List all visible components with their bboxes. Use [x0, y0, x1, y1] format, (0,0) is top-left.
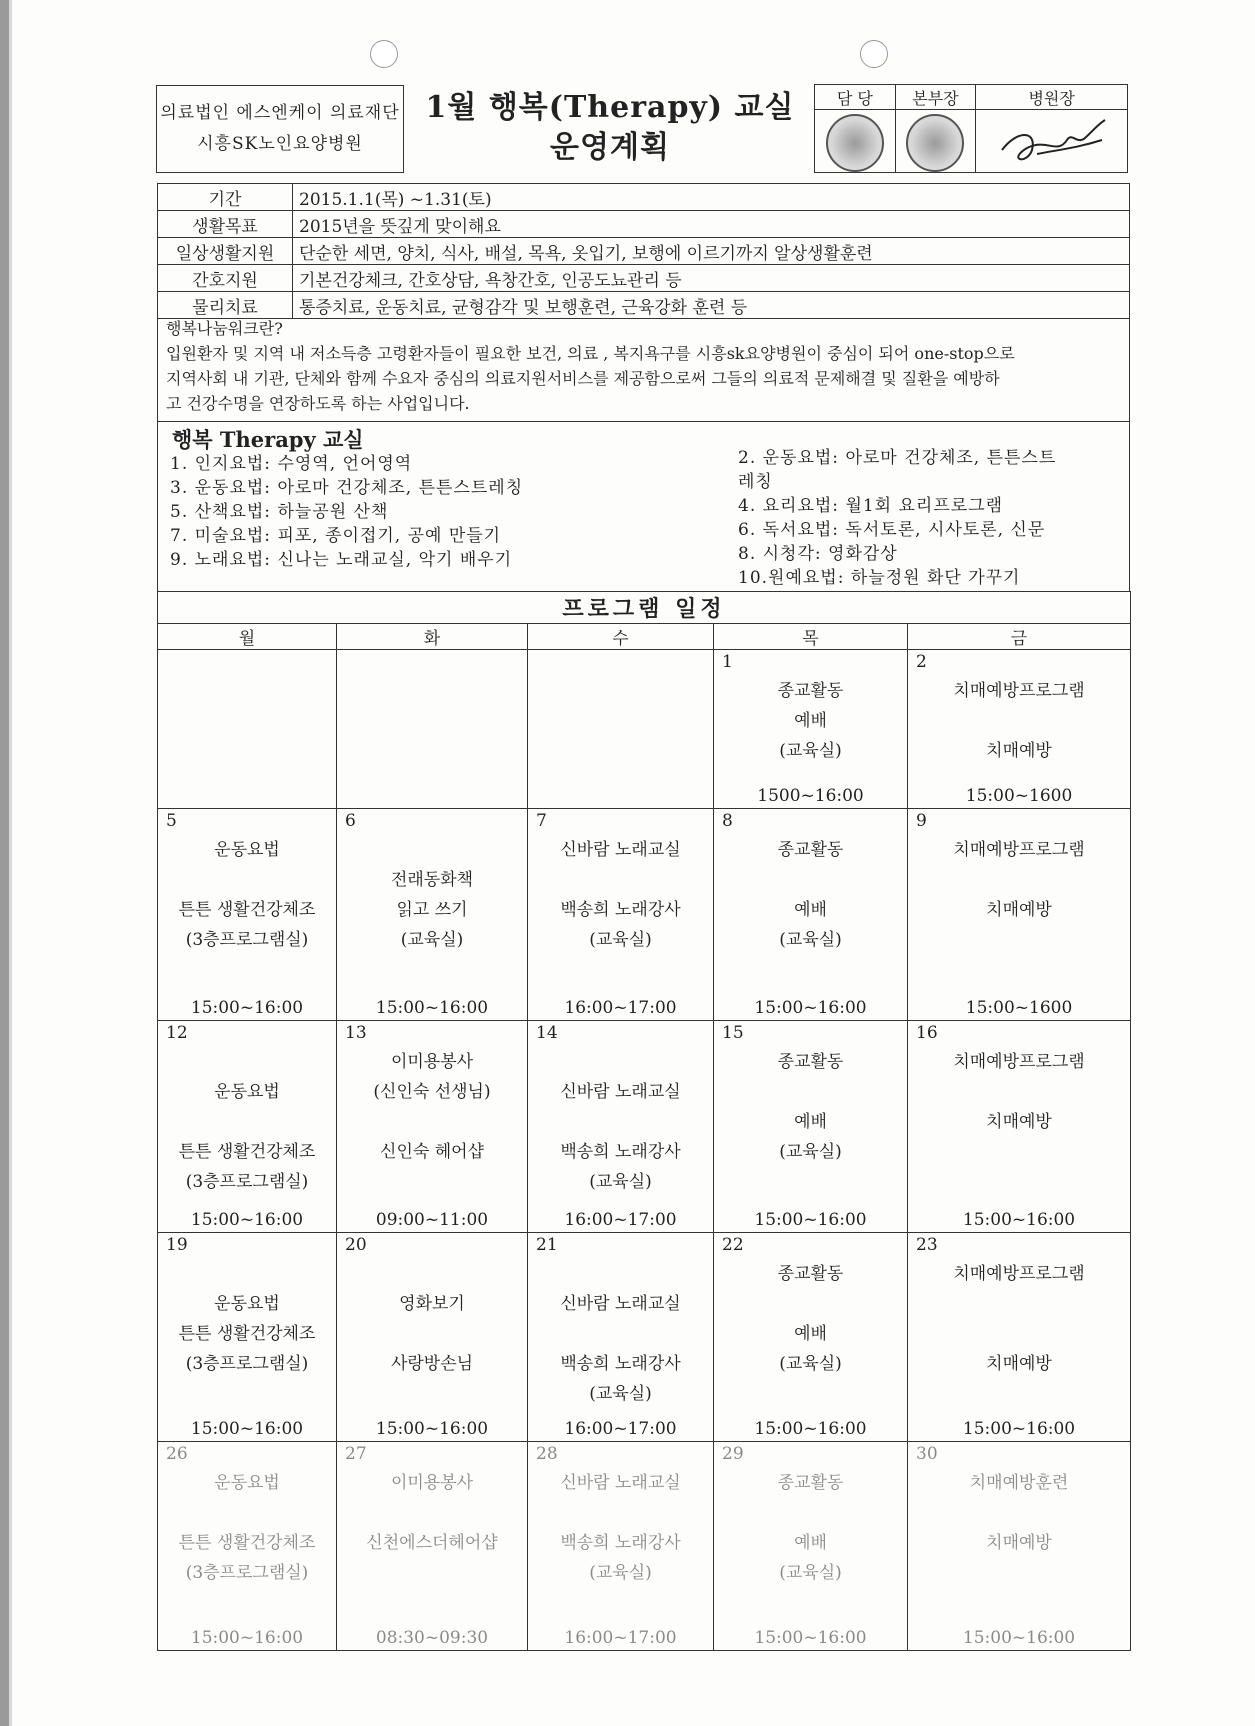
- description-line: 고 건강수명을 연장하도록 하는 사업입니다.: [166, 394, 470, 413]
- activity-time: 15:00~16:00: [190, 1210, 304, 1230]
- schedule-cell-content: [337, 809, 527, 1020]
- schedule-cell-content: [714, 1233, 907, 1441]
- activity-lines: [158, 809, 336, 955]
- schedule-cell: [714, 1442, 908, 1651]
- punch-hole-left: [370, 40, 398, 68]
- activity-lines: [337, 809, 527, 955]
- activity-line: [528, 865, 713, 895]
- date-number: 22: [722, 1235, 744, 1255]
- activity-line: [158, 1107, 336, 1137]
- therapy-item: 7. 미술요법: 피포, 종이접기, 공예 만들기: [170, 526, 502, 546]
- therapy-item: 4. 요리요법: 월1회 요리프로그램: [738, 496, 1004, 516]
- activity-time: 15:00~16:00: [754, 1210, 867, 1230]
- date-number: 14: [536, 1023, 558, 1043]
- description-line: 입원환자 및 지역 내 저소득층 고령환자들이 필요한 보건, 의료 , 복지욕구를 시흥sk요양병원이 중심이 되어 one-stop으로: [166, 344, 1015, 363]
- activity-line: 종교활동: [777, 840, 844, 860]
- approval-cell-manager: [815, 110, 896, 173]
- activity-line: 치매예방: [986, 1533, 1052, 1553]
- date-number: 20: [345, 1235, 367, 1255]
- schedule-cell: [528, 809, 714, 1021]
- activity-line: [528, 1047, 713, 1077]
- activity-line: 신바람 노래교실: [560, 1294, 681, 1314]
- info-value: 기본건강체크, 간호상담, 욕창간호, 인공도뇨관리 등: [293, 265, 1130, 292]
- activity-line: 치매예방프로그램: [953, 1052, 1085, 1072]
- date-number: 1: [722, 652, 733, 672]
- schedule-cell-content: [337, 650, 527, 808]
- activity-time: 15:00~16:00: [190, 1419, 304, 1439]
- schedule-cell-content: [714, 1442, 907, 1650]
- signature-icon: [997, 110, 1107, 168]
- approval-header-manager: 담 당: [815, 85, 896, 110]
- activity-time: 15:00~16:00: [754, 998, 867, 1018]
- date-number: 28: [536, 1444, 558, 1464]
- activity-lines: [908, 1442, 1130, 1558]
- activity-line: [337, 835, 527, 865]
- schedule-cell-content: [908, 809, 1130, 1020]
- activity-line: 예배: [794, 1533, 827, 1553]
- schedule-cell: [158, 1442, 337, 1651]
- date-number: 27: [345, 1444, 367, 1464]
- info-label: 간호지원: [158, 265, 293, 292]
- schedule-cell-content: [158, 1442, 336, 1650]
- therapy-list-left: [170, 452, 720, 572]
- activity-line: (3층프로그램실): [185, 1172, 309, 1192]
- activity-line: (교육실): [779, 1142, 842, 1162]
- schedule-cell-content: [908, 1021, 1130, 1232]
- schedule-cell: [714, 1021, 908, 1233]
- scan-edge: [0, 0, 9, 1726]
- activity-line: 운동요법: [214, 840, 280, 860]
- activity-line: 사랑방손님: [390, 1354, 474, 1374]
- schedule-cell: [714, 809, 908, 1021]
- program-schedule-table: [157, 591, 1131, 1651]
- org-line-2: 시흥SK노인요양병원: [197, 134, 363, 154]
- schedule-cell: [158, 1233, 337, 1442]
- activity-time: 15:00~16:00: [190, 998, 304, 1018]
- activity-line: [908, 706, 1130, 736]
- activity-line: (교육실): [589, 1384, 652, 1404]
- activity-lines: [528, 1233, 713, 1409]
- activity-line: 신인숙 헤어샵: [380, 1142, 484, 1162]
- activity-line: [158, 1498, 336, 1528]
- description-heading: 행복나눔워크란?: [166, 319, 283, 338]
- therapy-section: [157, 422, 1130, 591]
- activity-line: [908, 865, 1130, 895]
- activity-lines: [158, 1021, 336, 1197]
- activity-time: 15:00~1600: [965, 998, 1073, 1018]
- schedule-cell: [337, 1021, 528, 1233]
- activity-line: (교육실): [779, 1563, 842, 1583]
- activity-lines: [528, 809, 713, 955]
- activity-line: 치매예방: [986, 900, 1052, 920]
- activity-lines: [714, 809, 907, 955]
- activity-line: 예배: [794, 1324, 827, 1344]
- activity-line: [528, 1319, 713, 1349]
- activity-line: 운동요법: [214, 1473, 280, 1493]
- title-line-1: 1월 행복(Therapy) 교실: [425, 90, 795, 125]
- day-header-thu: 목: [714, 624, 908, 650]
- activity-line: 예배: [794, 900, 827, 920]
- activity-time: 09:00~11:00: [375, 1210, 489, 1230]
- activity-line: (교육실): [779, 930, 842, 950]
- activity-line: 튼튼 생활건강체조: [178, 1533, 316, 1553]
- stamp-seal-icon: [826, 114, 884, 172]
- activity-line: [158, 1259, 336, 1289]
- activity-lines: [337, 650, 527, 676]
- activity-line: [908, 1289, 1130, 1319]
- activity-line: [714, 1077, 907, 1107]
- activity-line: 종교활동: [777, 1052, 844, 1072]
- activity-line: 치매예방: [986, 1112, 1052, 1132]
- activity-time: 15:00~16:00: [962, 1628, 1076, 1648]
- activity-line: 종교활동: [777, 1473, 844, 1493]
- info-label: 물리치료: [158, 292, 293, 319]
- activity-line: 종교활동: [777, 1264, 844, 1284]
- activity-line: 이미용봉사: [390, 1473, 474, 1493]
- activity-time: 15:00~16:00: [190, 1628, 304, 1648]
- schedule-cell: [337, 809, 528, 1021]
- description-line: 지역사회 내 기관, 단체와 함께 수요자 중심의 의료지원서비스를 제공함으로써 그들의 의료적 문제해결 및 질환을 예방하: [166, 369, 1000, 388]
- activity-line: 읽고 쓰기: [396, 900, 468, 920]
- date-number: 29: [722, 1444, 744, 1464]
- activity-line: 예배: [794, 1112, 827, 1132]
- schedule-cell-content: [337, 1233, 527, 1441]
- date-number: 21: [536, 1235, 558, 1255]
- activity-line: 신바람 노래교실: [560, 1473, 681, 1493]
- activity-time: 15:00~16:00: [962, 1419, 1076, 1439]
- info-value: 통증치료, 운동치료, 균형감각 및 보행훈련, 근육강화 훈련 등: [293, 292, 1130, 319]
- activity-line: (교육실): [400, 930, 464, 950]
- date-number: 26: [166, 1444, 188, 1464]
- activity-line: (교육실): [589, 1172, 652, 1192]
- date-number: 16: [916, 1023, 938, 1043]
- therapy-list-right: [738, 446, 1118, 590]
- activity-line: [714, 865, 907, 895]
- activity-line: 치매예방프로그램: [953, 681, 1085, 701]
- activity-time: 16:00~17:00: [564, 1628, 677, 1648]
- date-number: 13: [345, 1023, 367, 1043]
- schedule-title: 프로그램 일정: [158, 592, 1131, 624]
- activity-line: [528, 1259, 713, 1289]
- approval-header-director: 본부장: [895, 85, 976, 110]
- date-number: 9: [916, 811, 927, 831]
- schedule-cell-content: [714, 809, 907, 1020]
- activity-line: 영화보기: [399, 1294, 465, 1314]
- activity-lines: [528, 650, 713, 676]
- schedule-cell: [158, 650, 337, 809]
- activity-line: 운동요법: [214, 1082, 280, 1102]
- activity-lines: [908, 1233, 1130, 1379]
- info-label: 일상생활지원: [158, 238, 293, 265]
- activity-line: [908, 1077, 1130, 1107]
- approval-cell-president: [976, 110, 1128, 173]
- schedule-cell-content: [528, 1442, 713, 1650]
- activity-line: 신바람 노래교실: [560, 840, 681, 860]
- schedule-cell: [714, 650, 908, 809]
- stamp-seal-icon: [906, 114, 964, 172]
- activity-line: [908, 1498, 1130, 1528]
- activity-line: 예배: [794, 711, 827, 731]
- activity-line: (3층프로그램실): [185, 1354, 309, 1374]
- week-row: [158, 650, 1131, 809]
- schedule-cell: [337, 650, 528, 809]
- activity-line: (신인숙 선생님): [373, 1082, 491, 1102]
- approval-header-president: 병원장: [976, 85, 1128, 110]
- schedule-cell: [158, 1021, 337, 1233]
- date-number: 5: [166, 811, 177, 831]
- activity-time: 15:00~1600: [965, 786, 1073, 806]
- activity-line: (3층프로그램실): [185, 1563, 309, 1583]
- activity-line: [337, 1319, 527, 1349]
- activity-line: 튼튼 생활건강체조: [178, 900, 316, 920]
- activity-time: 16:00~17:00: [564, 998, 677, 1018]
- schedule-cell-content: [158, 1233, 336, 1441]
- activity-lines: [908, 650, 1130, 766]
- schedule-cell: [908, 1021, 1131, 1233]
- activity-line: 전래동화책: [390, 870, 474, 890]
- activity-line: [528, 1107, 713, 1137]
- date-number: 30: [916, 1444, 938, 1464]
- activity-line: [337, 1259, 527, 1289]
- activity-line: (3층프로그램실): [185, 930, 309, 950]
- schedule-cell-content: [528, 650, 713, 808]
- activity-line: (교육실): [589, 930, 652, 950]
- schedule-cell: [528, 1021, 714, 1233]
- activity-time: 15:00~16:00: [962, 1210, 1076, 1230]
- activity-line: [714, 1289, 907, 1319]
- schedule-cell-content: [528, 1021, 713, 1232]
- activity-lines: [714, 650, 907, 766]
- schedule-cell-content: [158, 1021, 336, 1232]
- activity-time: 15:00~16:00: [754, 1628, 867, 1648]
- date-number: 2: [916, 652, 927, 672]
- activity-lines: [528, 1021, 713, 1197]
- activity-line: 백송희 노래강사: [560, 1142, 681, 1162]
- activity-time: 15:00~16:00: [375, 1419, 489, 1439]
- activity-line: 치매예방프로그램: [953, 1264, 1085, 1284]
- date-number: 6: [345, 811, 356, 831]
- activity-line: 백송희 노래강사: [560, 1533, 681, 1553]
- activity-line: 종교활동: [777, 681, 844, 701]
- date-number: 8: [722, 811, 733, 831]
- therapy-item: 10.원예요법: 하늘정원 화단 가꾸기: [738, 568, 1021, 588]
- therapy-item: 8. 시청각: 영화감상: [738, 544, 898, 564]
- activity-line: [337, 1107, 527, 1137]
- day-header-mon: 월: [158, 624, 337, 650]
- day-header-tue: 화: [337, 624, 528, 650]
- activity-line: [337, 1498, 527, 1528]
- info-value: 단순한 세면, 양치, 식사, 배설, 목욕, 옷입기, 보행에 이르기까지 알상생활훈련: [293, 238, 1130, 265]
- therapy-title: 행복 Therapy 교실: [172, 427, 364, 452]
- day-header-fri: 금: [908, 624, 1131, 650]
- schedule-cell: [528, 1442, 714, 1651]
- activity-line: 신천에스더헤어샵: [366, 1533, 498, 1553]
- activity-lines: [908, 1021, 1130, 1137]
- date-number: 19: [166, 1235, 188, 1255]
- activity-line: 신바람 노래교실: [560, 1082, 681, 1102]
- schedule-cell-content: [337, 1021, 527, 1232]
- schedule-cell-content: [528, 809, 713, 1020]
- program-description: [157, 314, 1130, 422]
- scan-edge-shadow: [9, 0, 12, 1726]
- schedule-cell-content: [158, 650, 336, 808]
- schedule-cell-content: [158, 809, 336, 1020]
- activity-line: 치매예방프로그램: [953, 840, 1085, 860]
- therapy-item: 1. 인지요법: 수영역, 언어영역: [170, 454, 413, 474]
- title-line-2: 운영계획: [550, 130, 670, 165]
- schedule-cell: [908, 809, 1131, 1021]
- therapy-item: 2. 운동요법: 아로마 건강체조, 튼튼스트: [738, 448, 1057, 468]
- schedule-cell-content: [908, 650, 1130, 808]
- schedule-cell: [908, 1442, 1131, 1651]
- date-number: 12: [166, 1023, 188, 1043]
- week-row: [158, 1021, 1131, 1233]
- schedule-cell-content: [908, 1442, 1130, 1650]
- schedule-cell-content: [714, 1021, 907, 1232]
- activity-line: [908, 1319, 1130, 1349]
- date-number: 7: [536, 811, 547, 831]
- schedule-cell: [714, 1233, 908, 1442]
- week-row: [158, 809, 1131, 1021]
- activity-line: 이미용봉사: [390, 1052, 474, 1072]
- therapy-item: 6. 독서요법: 독서토론, 시사토론, 신문: [738, 520, 1046, 540]
- activity-lines: [158, 650, 336, 676]
- week-row: [158, 1233, 1131, 1442]
- schedule-cell-content: [714, 650, 907, 808]
- schedule-cell: [528, 650, 714, 809]
- org-line-1: 의료법인 에스엔케이 의료재단: [160, 103, 400, 123]
- date-number: 23: [916, 1235, 938, 1255]
- info-table: [157, 183, 1130, 319]
- activity-line: 치매예방훈련: [969, 1473, 1069, 1493]
- activity-line: 튼튼 생활건강체조: [178, 1142, 316, 1162]
- schedule-cell-content: [337, 1442, 527, 1650]
- document-title: [420, 88, 800, 168]
- schedule-cell: [908, 650, 1131, 809]
- info-value: 2015년을 뜻깊게 맞이해요: [293, 211, 1130, 238]
- week-row: [158, 1442, 1131, 1651]
- activity-line: 백송희 노래강사: [560, 1354, 681, 1374]
- activity-line: [714, 1498, 907, 1528]
- activity-time: 16:00~17:00: [564, 1419, 677, 1439]
- therapy-item: 3. 운동요법: 아로마 건강체조, 튼튼스트레칭: [170, 478, 524, 498]
- therapy-item: 9. 노래요법: 신나는 노래교실, 악기 배우기: [170, 550, 513, 570]
- activity-time: 15:00~16:00: [375, 998, 489, 1018]
- schedule-cell: [158, 809, 337, 1021]
- activity-line: 튼튼 생활건강체조: [178, 1324, 316, 1344]
- date-number: 15: [722, 1023, 744, 1043]
- schedule-cell-content: [528, 1233, 713, 1441]
- therapy-item: 5. 산책요법: 하늘공원 산책: [170, 502, 389, 522]
- activity-line: 치매예방: [986, 741, 1052, 761]
- activity-lines: [908, 809, 1130, 925]
- activity-time: 15:00~16:00: [754, 1419, 867, 1439]
- day-header-wed: 수: [528, 624, 714, 650]
- activity-line: [158, 1047, 336, 1077]
- activity-line: 치매예방: [986, 1354, 1052, 1374]
- approval-table: [814, 84, 1128, 173]
- activity-line: 백송희 노래강사: [560, 900, 681, 920]
- schedule-cell: [337, 1233, 528, 1442]
- activity-line: [528, 1498, 713, 1528]
- activity-line: (교육실): [589, 1563, 652, 1583]
- activity-time: 08:30~09:30: [375, 1628, 489, 1648]
- therapy-item: 레칭: [738, 472, 773, 492]
- activity-line: 운동요법: [214, 1294, 280, 1314]
- schedule-cell: [908, 1233, 1131, 1442]
- organization-box: [156, 85, 404, 173]
- schedule-cell-content: [908, 1233, 1130, 1441]
- info-value: 2015.1.1(목) ~1.31(토): [293, 184, 1130, 211]
- info-label: 생활목표: [158, 211, 293, 238]
- schedule-cell: [528, 1233, 714, 1442]
- punch-hole-right: [860, 40, 888, 68]
- approval-cell-director: [895, 110, 976, 173]
- activity-line: [158, 865, 336, 895]
- activity-line: (교육실): [779, 741, 842, 761]
- info-label: 기간: [158, 184, 293, 211]
- activity-time: 1500~16:00: [757, 786, 864, 806]
- schedule-cell: [337, 1442, 528, 1651]
- activity-line: (교육실): [779, 1354, 842, 1374]
- activity-time: 16:00~17:00: [564, 1210, 677, 1230]
